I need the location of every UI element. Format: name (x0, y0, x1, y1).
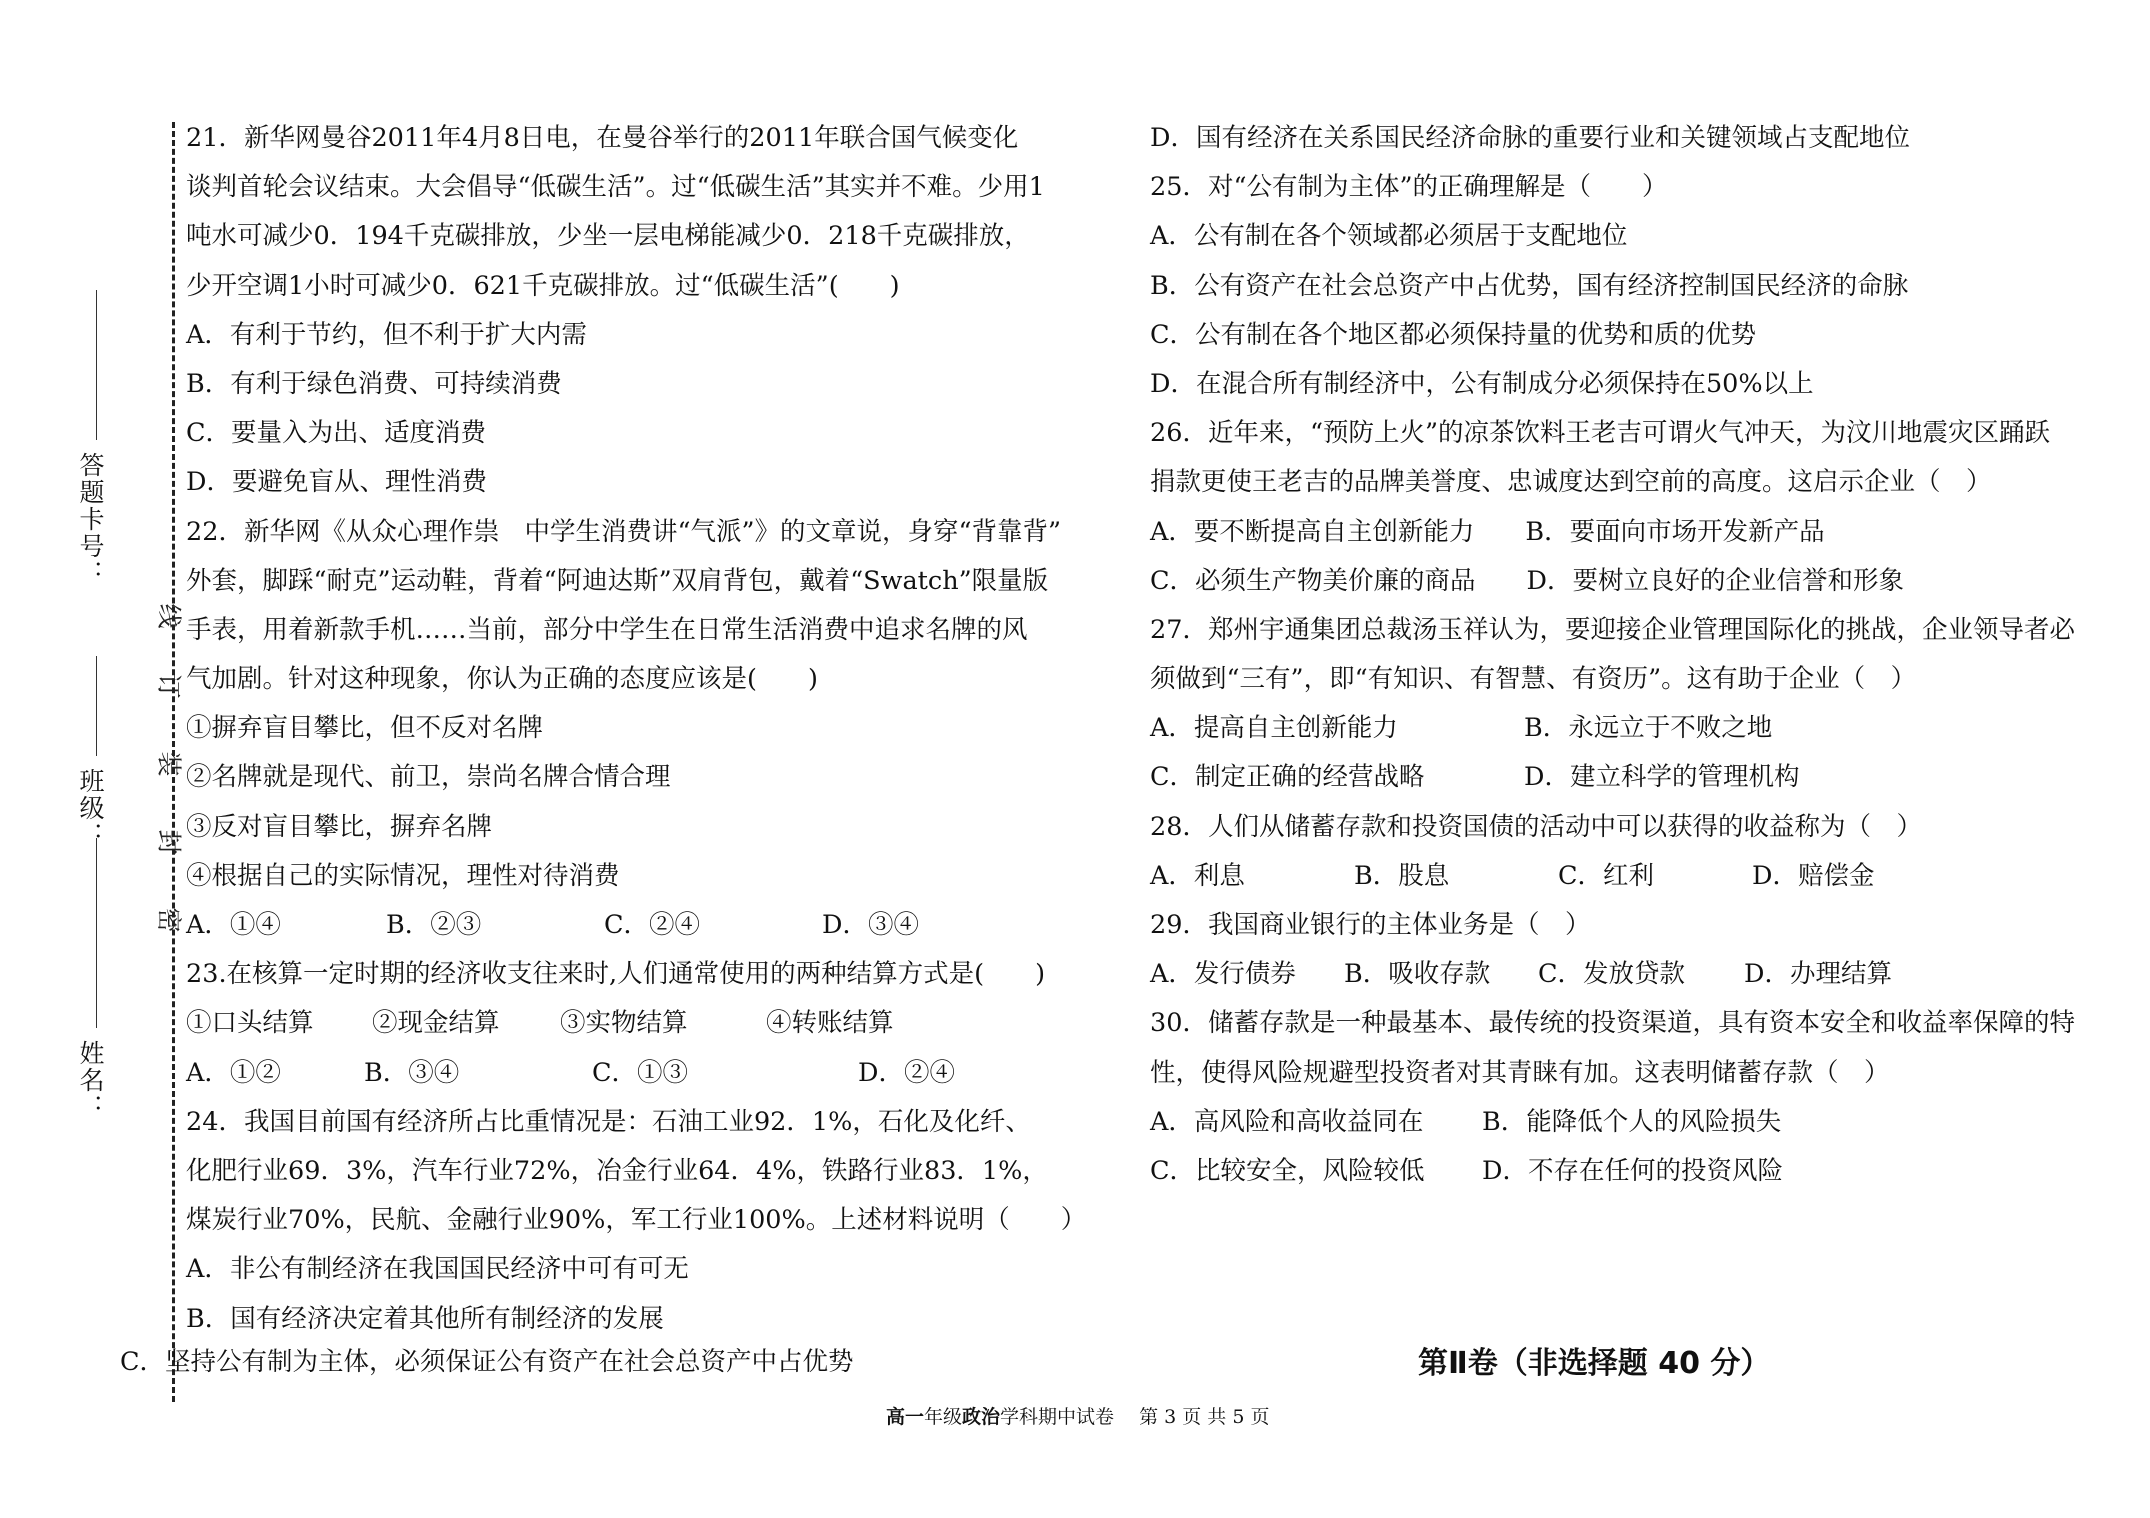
q25-stem: 25．对“公有制为主体”的正确理解是（ ） (1150, 172, 1668, 203)
q21-stem-line-2: 谈判首轮会议结束。大会倡导“低碳生活”。过“低碳生活”其实并不难。少用1 (186, 172, 1045, 203)
seal-char-feng: 封 (154, 829, 184, 855)
q30-stem-line-2: 性，使得风险规避型投资者对其青睐有加。这表明储蓄存款（ ） (1150, 1057, 1890, 1088)
q28-option-b: B．股息 (1354, 860, 1450, 891)
q27-stem-line-1: 27．郑州宇通集团总裁汤玉祥认为，要迎接企业管理国际化的挑战，企业领导者必 (1150, 614, 2075, 645)
class-rule (96, 656, 97, 756)
q23-stem: 23.在核算一定时期的经济收支往来时,人们通常使用的两种结算方式是( ) (186, 959, 1046, 990)
q22-stem-line-1: 22．新华网《从众心理作祟 中学生消费讲“气派”》的文章说，身穿“背靠背” (186, 516, 1062, 547)
q30-stem-line-1: 30．储蓄存款是一种最基本、最传统的投资渠道，具有资本安全和收益率保障的特 (1150, 1008, 2075, 1039)
q21-stem-line-4: 少开空调1小时可减少0．621千克碳排放。过“低碳生活”( ) (186, 270, 900, 301)
q25-option-b: B．公有资产在社会总资产中占优势，国有经济控制国民经济的命脉 (1150, 270, 1909, 301)
q29-stem: 29．我国商业银行的主体业务是（ ） (1150, 910, 1591, 940)
right-column (1150, 114, 2075, 1196)
class-label: 班级： (76, 768, 105, 849)
q22-item-2: ②名牌就是现代、前卫，崇尚名牌合情合理 (186, 762, 671, 793)
q30-option-d: D．不存在任何的投资风险 (1482, 1155, 1783, 1186)
seal-char-mi: 密 (154, 907, 184, 933)
q27-option-d: D．建立科学的管理机构 (1524, 762, 1800, 793)
footer-subject: 政治 (962, 1406, 1001, 1428)
q24-stem-line-2: 化肥行业69．3%，汽车行业72%，冶金行业64．4%，铁路行业83．1%， (186, 1155, 1048, 1186)
q23-item-4: ④转账结算 (766, 1008, 894, 1039)
q23-options (186, 1049, 1076, 1098)
q21-stem-line-3: 吨水可减少0．194千克碳排放，少坐一层电梯能减少0．218千克碳排放， (186, 221, 1030, 252)
q22-options (186, 901, 1076, 950)
q24-stem-line-1: 24．我国目前国有经济所占比重情况是：石油工业92．1%，石化及化纤、 (186, 1106, 1031, 1137)
q28-stem: 28．人们从储蓄存款和投资国债的活动中可以获得的收益称为（ ） (1150, 811, 1922, 842)
q24-stem-line-3: 煤炭行业70%，民航、金融行业90%，军工行业100%。上述材料说明（ ） (186, 1205, 1087, 1236)
q26-stem-line-1: 26．近年来，“预防上火”的凉茶饮料王老吉可谓火气冲天，为汶川地震灾区踊跃 (1150, 418, 2051, 449)
q29-option-d: D．办理结算 (1744, 959, 1892, 990)
footer-grade-suffix: 年级 (924, 1406, 963, 1428)
page-footer (886, 1402, 1269, 1429)
q30-option-b: B．能降低个人的风险损失 (1482, 1106, 1782, 1137)
q23-item-1: ①口头结算 (186, 1008, 314, 1039)
q22-option-a: A．①④ (186, 910, 281, 940)
seal-char-ding: 订 (154, 673, 184, 699)
q22-option-d: D．③④ (822, 910, 919, 940)
q21-option-c: C．要量入为出、适度消费 (186, 418, 487, 449)
q23-option-d: D．②④ (858, 1057, 955, 1088)
answer-card-number-rule (96, 290, 97, 440)
q28-options (1150, 852, 2070, 901)
q21-option-a: A．有利于节约，但不利于扩大内需 (186, 319, 587, 350)
q30-options-ab (1150, 1098, 2070, 1147)
q26-options-ab: A．要不断提高自主创新能力 B．要面向市场开发新产品 (1150, 516, 1825, 547)
footer-page-info: 学科期中试卷 第 3 页 共 5 页 (1000, 1406, 1270, 1428)
q22-stem-line-2: 外套，脚踩“耐克”运动鞋，背着“阿迪达斯”双肩背包，戴着“Swatch”限量版 (186, 565, 1049, 596)
q27-option-c: C．制定正确的经营战略 (1150, 762, 1425, 793)
name-rule (96, 938, 97, 1028)
q22-option-b: B．②③ (386, 910, 482, 940)
q28-option-d: D．赔偿金 (1752, 860, 1875, 891)
answer-card-number-label: 答题卡号： (76, 452, 105, 587)
q29-option-b: B．吸收存款 (1344, 959, 1491, 990)
seal-char-zhuang: 装 (154, 751, 184, 777)
q27-stem-line-2: 须做到“三有”，即“有知识、有智慧、有资历”。这有助于企业（ ） (1150, 664, 1917, 695)
class-rule-lower (96, 838, 97, 938)
q24-option-d: D．国有经济在关系国民经济命脉的重要行业和关键领域占支配地位 (1150, 123, 1910, 153)
q29-options (1150, 950, 2070, 999)
q27-options-cd (1150, 753, 2070, 802)
q30-option-c: C．比较安全，风险较低 (1150, 1155, 1425, 1186)
q28-option-c: C．红利 (1558, 860, 1655, 891)
q24-option-c: C．坚持公有制为主体，必须保证公有资产在社会总资产中占优势 (120, 1347, 854, 1377)
q23-item-2: ②现金结算 (372, 1008, 500, 1039)
part-two-title: 第Ⅱ卷（非选择题 40 分） (1418, 1346, 1771, 1381)
q23-option-b: B．③④ (364, 1057, 460, 1088)
q25-option-d: D．在混合所有制经济中，公有制成分必须保持在50%以上 (1150, 368, 1814, 399)
q22-item-3: ③反对盲目攀比，摒弃名牌 (186, 811, 493, 842)
q22-stem-line-4: 气加剧。针对这种现象，你认为正确的态度应该是( ) (186, 664, 818, 695)
q21-option-d: D．要避免盲从、理性消费 (186, 467, 487, 498)
q29-option-a: A．发行债券 (1150, 959, 1296, 990)
q24-option-a: A．非公有制经济在我国国民经济中可有可无 (186, 1254, 689, 1285)
q30-options-cd (1150, 1147, 2070, 1196)
q24-option-b: B．国有经济决定着其他所有制经济的发展 (186, 1303, 664, 1334)
q29-option-c: C．发放贷款 (1538, 959, 1686, 990)
q23-item-3: ③实物结算 (560, 1008, 688, 1039)
q22-item-1: ①摒弃盲目攀比，但不反对名牌 (186, 713, 544, 744)
q21-option-b: B．有利于绿色消费、可持续消费 (186, 368, 562, 399)
footer-grade: 高一 (886, 1406, 925, 1428)
q23-option-c: C．①③ (592, 1057, 689, 1088)
q26-options-cd: C．必须生产物美价廉的商品 D．要树立良好的企业信誉和形象 (1150, 565, 1904, 596)
q27-options-ab (1150, 704, 2070, 753)
seal-char-xian: 线 (154, 603, 184, 629)
q30-option-a: A．高风险和高收益同在 (1150, 1106, 1424, 1137)
left-column (186, 114, 1087, 1344)
q25-option-a: A．公有制在各个领域都必须居于支配地位 (1150, 221, 1628, 252)
q22-stem-line-3: 手表，用着新款手机……当前，部分中学生在日常生活消费中追求名牌的风 (186, 614, 1028, 645)
q22-item-4: ④根据自己的实际情况，理性对待消费 (186, 860, 620, 891)
q25-option-c: C．公有制在各个地区都必须保持量的优势和质的优势 (1150, 319, 1757, 350)
q23-option-a: A．①② (186, 1057, 281, 1088)
q27-option-b: B．永远立于不败之地 (1524, 713, 1773, 744)
q23-items (186, 999, 1076, 1048)
name-label: 姓名： (76, 1040, 105, 1121)
q26-stem-line-2: 捐款更使王老吉的品牌美誉度、忠诚度达到空前的高度。这启示企业（ ） (1150, 467, 1992, 498)
q27-option-a: A．提高自主创新能力 (1150, 713, 1398, 744)
q22-option-c: C．②④ (604, 910, 701, 940)
q21-stem-line-1: 21．新华网曼谷2011年4月8日电，在曼谷举行的2011年联合国气候变化 (186, 123, 1019, 153)
q28-option-a: A．利息 (1150, 860, 1245, 891)
